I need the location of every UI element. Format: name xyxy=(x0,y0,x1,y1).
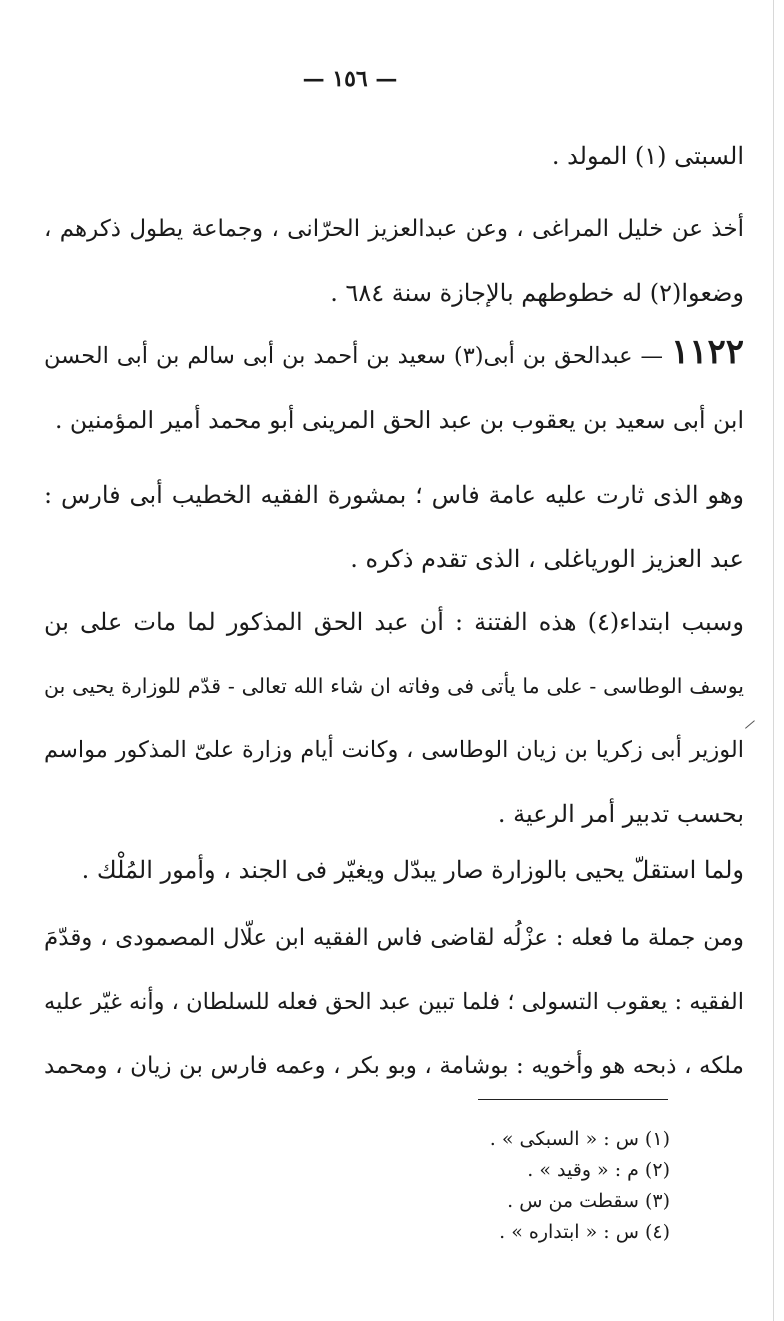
text-line: وضعوا(٢) له خطوطهم بالإجازة سنة ٦٨٤ . xyxy=(330,279,744,307)
paragraph-teachers xyxy=(44,197,744,325)
entry-number: ١١٢٢ xyxy=(670,332,744,372)
paragraph-vizier xyxy=(44,838,744,902)
text-line: السبتى (١) المولد . xyxy=(551,142,744,170)
text-line: يوسف الوطاسى - على ما يأتى فى وفاته ان شاء الله تعالى - قدّم للوزارة يحيى بن xyxy=(44,674,744,698)
text-line: الوزير أبى زكريا بن زيان الوطاسى ، وكانت أيام وزارة علىّ المذكور مواسم xyxy=(44,737,744,763)
text-line: ابن أبى سعيد بن يعقوب بن عبد الحق المرينى أبو محمد أمير المؤمنين . xyxy=(54,406,744,434)
text-line: بحسب تدبير أمر الرعية . xyxy=(497,800,744,828)
footnote: (٣) سقطت من س . xyxy=(507,1190,670,1212)
page-edge-line xyxy=(773,0,774,1321)
text-line: الفقيه : يعقوب التسولى ؛ فلما تبين عبد الحق فعله للسلطان ، وأنه غيّر عليه xyxy=(44,989,744,1015)
biography-entry-heading xyxy=(44,320,744,452)
text-line: وسبب ابتداء(٤) هذه الفتنة : أن عبد الحق المذكور لما مات على بن xyxy=(44,608,744,636)
text-line: ومن جملة ما فعله : عزْلُه لقاضى فاس الفقيه ابن علّال المصمودى ، وقدّمَ xyxy=(44,925,744,951)
footnote: (١) س : « السبكى » . xyxy=(489,1128,670,1150)
text-line: ملكه ، ذبحه هو وأخويه : بوشامة ، وبو بكر ، وعمه فارس بن زيان ، ومحمد xyxy=(44,1053,744,1079)
footnote: (٢) م : « وقيد » . xyxy=(527,1159,670,1181)
footnote: (٤) س : « ابتداره » . xyxy=(499,1221,670,1243)
paragraph-revolt xyxy=(44,463,744,591)
paragraph-deeds xyxy=(44,906,744,1098)
margin-pencil-mark xyxy=(745,720,755,729)
footnote-separator xyxy=(478,1099,668,1100)
footnotes xyxy=(410,1124,670,1248)
paragraph-cause xyxy=(44,590,744,846)
entry-name-line: — عبدالحق بن أبى(٣) سعيد بن أحمد بن أبى سالم بن أبى الحسن xyxy=(44,343,663,369)
text-line xyxy=(44,320,744,388)
text-line: أخذ عن خليل المراغى ، وعن عبدالعزيز الحرّانى ، وجماعة يطول ذكرهم ، xyxy=(44,216,744,242)
text-line: وهو الذى ثارت عليه عامة فاس ؛ بمشورة الفقيه الخطيب أبى فارس : xyxy=(44,481,744,509)
page-number: — ١٥٦ — xyxy=(302,66,398,92)
paragraph-intro xyxy=(44,124,744,188)
text-line: عبد العزيز الورياغلى ، الذى تقدم ذكره . xyxy=(350,545,744,573)
text-line: ولما استقلّ يحيى بالوزارة صار يبدّل ويغيّر فى الجند ، وأمور المُلْك . xyxy=(81,856,744,884)
